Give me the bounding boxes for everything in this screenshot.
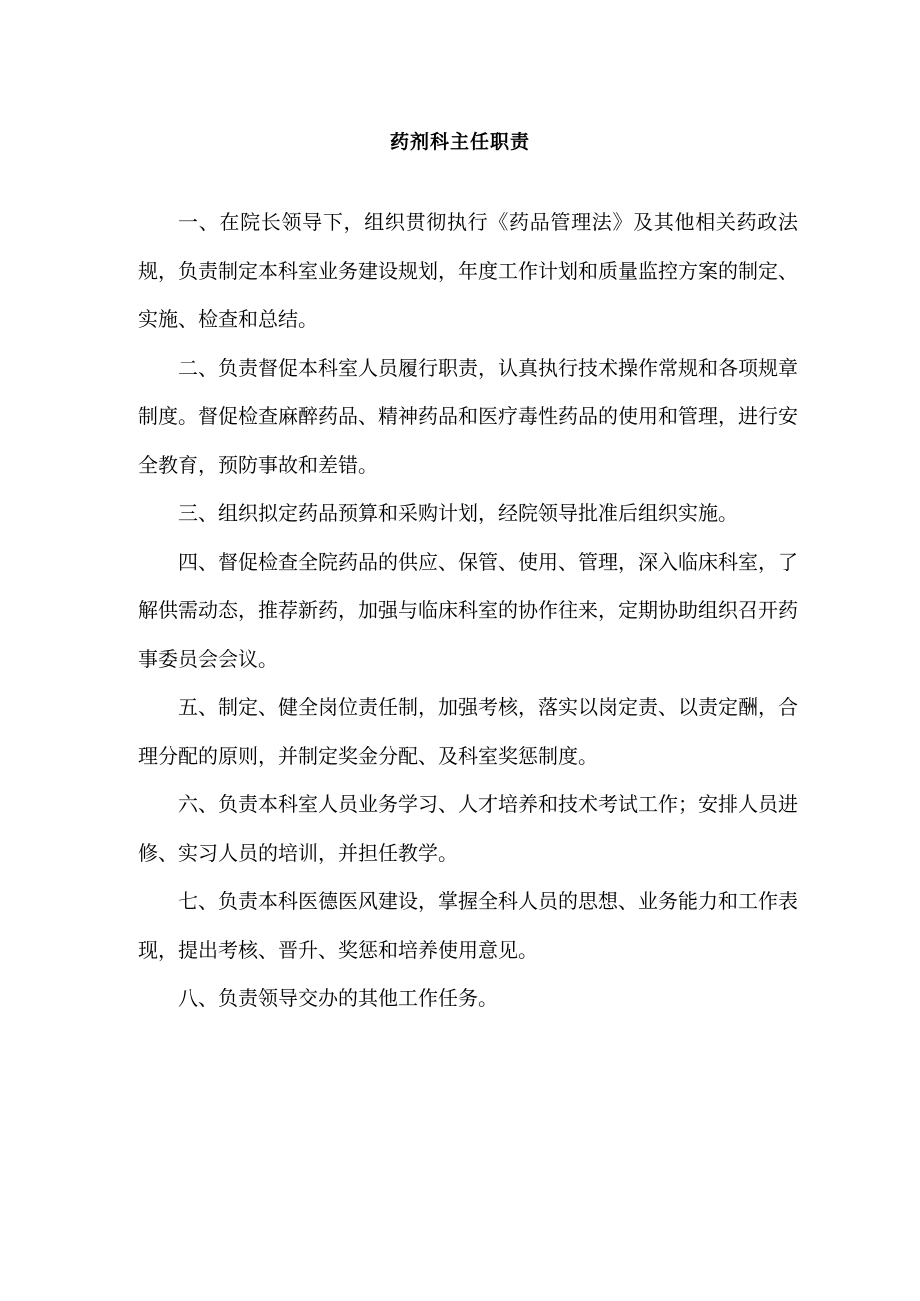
paragraph-5: 五、制定、健全岗位责任制，加强考核，落实以岗定责、以责定酬，合理分配的原则，并制定奖金分配、及科室奖惩制度。 — [138, 695, 798, 768]
paragraph-2: 二、负责督促本科室人员履行职责，认真执行技术操作常规和各项规章制度。督促检查麻醉药品、精神药品和医疗毒性药品的使用和管理，进行安全教育，预防事故和差错。 — [138, 355, 798, 477]
paragraph-4: 四、督促检查全院药品的供应、保管、使用、管理，深入临床科室，了解供需动态，推荐新药，加强与临床科室的协作往来，定期协助组织召开药事委员会会议。 — [138, 549, 798, 671]
paragraph-6: 六、负责本科室人员业务学习、人才培养和技术考试工作；安排人员进修、实习人员的培训，并担任教学。 — [138, 792, 798, 865]
paragraph-3: 三、组织拟定药品预算和采购计划，经院领导批准后组织实施。 — [178, 501, 738, 525]
paragraph-8: 八、负责领导交办的其他工作任务。 — [178, 986, 498, 1010]
document-body — [138, 198, 798, 1023]
document-title: 药剂科主任职责 — [389, 131, 530, 153]
paragraph-1: 一、在院长领导下，组织贯彻执行《药品管理法》及其他相关药政法规，负责制定本科室业务建设规划，年度工作计划和质量监控方案的制定、实施、检查和总结。 — [138, 210, 798, 331]
paragraph-7: 七、负责本科医德医风建设，掌握全科人员的思想、业务能力和工作表现，提出考核、晋升、奖惩和培养使用意见。 — [138, 889, 798, 962]
